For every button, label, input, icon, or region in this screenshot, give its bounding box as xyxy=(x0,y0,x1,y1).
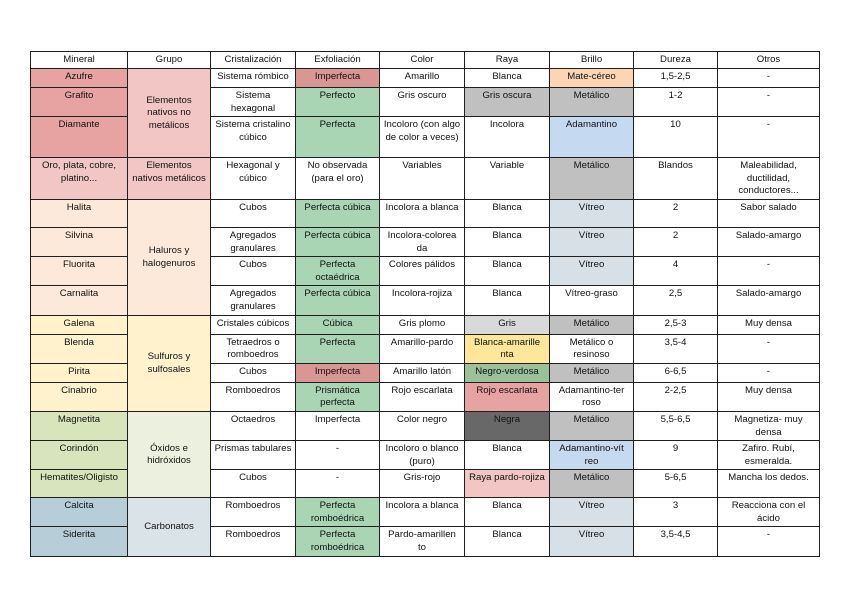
group-cell: Elementos nativos metálicos xyxy=(128,158,211,200)
cell-mineral: Corindón xyxy=(31,441,128,470)
cell-cristalizacion: Hexagonal y cúbico xyxy=(211,158,296,200)
group-cell: Haluros y halogenuros xyxy=(128,199,211,315)
group-cell: Sulfuros y sulfosales xyxy=(128,315,211,411)
cell-brillo: Metálico xyxy=(550,470,634,498)
cell-dureza: 2 xyxy=(634,199,718,227)
cell-exfoliacion: - xyxy=(296,470,380,498)
header-row xyxy=(31,52,820,69)
cell-dureza: 5-6,5 xyxy=(634,470,718,498)
table-row xyxy=(31,411,820,440)
cell-raya: Variable xyxy=(465,158,550,200)
cell-mineral: Calcita xyxy=(31,498,128,527)
cell-otros: Muy densa xyxy=(718,382,820,411)
cell-brillo: Mate-céreo xyxy=(550,69,634,88)
cell-dureza: 9 xyxy=(634,441,718,470)
cell-mineral: Siderita xyxy=(31,527,128,556)
cell-brillo: Vítreo xyxy=(550,498,634,527)
cell-otros: - xyxy=(718,334,820,363)
cell-color: Incolora a blanca xyxy=(380,498,465,527)
cell-otros: - xyxy=(718,257,820,286)
cell-raya: Rojo escarlata xyxy=(465,382,550,411)
cell-color: Incolora a blanca xyxy=(380,199,465,227)
cell-exfoliacion: Perfecto xyxy=(296,88,380,117)
cell-mineral: Magnetita xyxy=(31,411,128,440)
cell-cristalizacion: Sistema rómbico xyxy=(211,69,296,88)
header-raya: Raya xyxy=(465,52,550,69)
cell-color: Amarillo-pardo xyxy=(380,334,465,363)
cell-cristalizacion: Agregados granulares xyxy=(211,227,296,256)
cell-dureza: 1-2 xyxy=(634,88,718,117)
cell-cristalizacion: Cubos xyxy=(211,199,296,227)
cell-raya: Negra xyxy=(465,411,550,440)
table-row xyxy=(31,498,820,527)
header-otros: Otros xyxy=(718,52,820,69)
cell-color: Amarillo xyxy=(380,69,465,88)
cell-mineral: Oro, plata, cobre, platino... xyxy=(31,158,128,200)
cell-brillo: Vítreo-graso xyxy=(550,286,634,315)
table-row xyxy=(31,199,820,227)
cell-dureza: 10 xyxy=(634,117,718,158)
cell-brillo: Adamantino-vít reo xyxy=(550,441,634,470)
cell-mineral: Cinabrio xyxy=(31,382,128,411)
cell-cristalizacion: Sistema cristalino cúbico xyxy=(211,117,296,158)
cell-color: Color negro xyxy=(380,411,465,440)
cell-dureza: 3,5-4,5 xyxy=(634,527,718,556)
cell-color: Incoloro (con algo de color a veces) xyxy=(380,117,465,158)
cell-color: Gris oscuro xyxy=(380,88,465,117)
cell-exfoliacion: No observada (para el oro) xyxy=(296,158,380,200)
table-row xyxy=(31,158,820,200)
cell-color: Amarillo latón xyxy=(380,363,465,382)
cell-cristalizacion: Cubos xyxy=(211,257,296,286)
cell-brillo: Metálico o resinoso xyxy=(550,334,634,363)
cell-brillo: Metálico xyxy=(550,315,634,334)
cell-otros: - xyxy=(718,363,820,382)
cell-cristalizacion: Tetraedros o romboedros xyxy=(211,334,296,363)
header-brillo: Brillo xyxy=(550,52,634,69)
cell-raya: Blanca xyxy=(465,527,550,556)
cell-color: Gris-rojo xyxy=(380,470,465,498)
cell-color: Pardo-amarillen to xyxy=(380,527,465,556)
cell-cristalizacion: Romboedros xyxy=(211,498,296,527)
cell-exfoliacion: Perfecta xyxy=(296,117,380,158)
cell-exfoliacion: Perfecta cúbica xyxy=(296,227,380,256)
cell-raya: Negro-verdosa xyxy=(465,363,550,382)
table-row xyxy=(31,315,820,334)
cell-exfoliacion: Perfecta romboédrica xyxy=(296,498,380,527)
cell-dureza: 2 xyxy=(634,227,718,256)
cell-brillo: Vítreo xyxy=(550,257,634,286)
cell-otros: Maleabilidad, ductilidad, conductores... xyxy=(718,158,820,200)
group-cell: Óxidos e hidróxidos xyxy=(128,411,211,497)
cell-brillo: Metálico xyxy=(550,158,634,200)
cell-dureza: 1,5-2,5 xyxy=(634,69,718,88)
cell-mineral: Diamante xyxy=(31,117,128,158)
cell-brillo: Adamantino-ter roso xyxy=(550,382,634,411)
cell-raya: Blanca xyxy=(465,257,550,286)
cell-otros: Salado-amargo xyxy=(718,227,820,256)
cell-mineral: Grafito xyxy=(31,88,128,117)
cell-dureza: 2,5 xyxy=(634,286,718,315)
cell-mineral: Hematites/Oligisto xyxy=(31,470,128,498)
cell-otros: - xyxy=(718,527,820,556)
cell-color: Colores pálidos xyxy=(380,257,465,286)
group-cell: Carbonatos xyxy=(128,498,211,556)
cell-exfoliacion: Perfecta romboédrica xyxy=(296,527,380,556)
cell-cristalizacion: Cristales cúbicos xyxy=(211,315,296,334)
cell-raya: Blanca-amarille nta xyxy=(465,334,550,363)
cell-brillo: Vítreo xyxy=(550,527,634,556)
minerals-table xyxy=(30,51,820,557)
cell-cristalizacion: Octaedros xyxy=(211,411,296,440)
cell-otros: - xyxy=(718,69,820,88)
cell-dureza: 3 xyxy=(634,498,718,527)
cell-otros: Zafiro. Rubí, esmeralda. xyxy=(718,441,820,470)
cell-mineral: Pirita xyxy=(31,363,128,382)
cell-mineral: Silvina xyxy=(31,227,128,256)
cell-mineral: Blenda xyxy=(31,334,128,363)
cell-mineral: Azufre xyxy=(31,69,128,88)
cell-mineral: Fluorita xyxy=(31,257,128,286)
cell-raya: Gris oscura xyxy=(465,88,550,117)
cell-color: Incolora-colorea da xyxy=(380,227,465,256)
cell-otros: Salado-amargo xyxy=(718,286,820,315)
cell-brillo: Metálico xyxy=(550,363,634,382)
cell-dureza: 5,5-6,5 xyxy=(634,411,718,440)
cell-mineral: Galena xyxy=(31,315,128,334)
cell-cristalizacion: Prismas tabulares xyxy=(211,441,296,470)
cell-cristalizacion: Sistema hexagonal xyxy=(211,88,296,117)
cell-raya: Blanca xyxy=(465,227,550,256)
cell-otros: Mancha los dedos. xyxy=(718,470,820,498)
cell-raya: Incolora xyxy=(465,117,550,158)
cell-raya: Blanca xyxy=(465,498,550,527)
cell-exfoliacion: Imperfecta xyxy=(296,69,380,88)
cell-otros: Muy densa xyxy=(718,315,820,334)
cell-mineral: Halita xyxy=(31,199,128,227)
header-dureza: Dureza xyxy=(634,52,718,69)
header-exfoliacion: Exfoliación xyxy=(296,52,380,69)
cell-color: Gris plomo xyxy=(380,315,465,334)
table-row xyxy=(31,69,820,88)
cell-otros: - xyxy=(718,88,820,117)
cell-raya: Blanca xyxy=(465,286,550,315)
cell-cristalizacion: Romboedros xyxy=(211,527,296,556)
cell-exfoliacion: Prismática perfecta xyxy=(296,382,380,411)
header-cristalizacion: Cristalización xyxy=(211,52,296,69)
cell-color: Variables xyxy=(380,158,465,200)
cell-cristalizacion: Agregados granulares xyxy=(211,286,296,315)
cell-mineral: Carnalita xyxy=(31,286,128,315)
cell-dureza: Blandos xyxy=(634,158,718,200)
cell-dureza: 2,5-3 xyxy=(634,315,718,334)
cell-color: Rojo escarlata xyxy=(380,382,465,411)
cell-otros: Sabor salado xyxy=(718,199,820,227)
header-grupo: Grupo xyxy=(128,52,211,69)
cell-brillo: Metálico xyxy=(550,411,634,440)
cell-exfoliacion: Perfecta octaédrica xyxy=(296,257,380,286)
cell-dureza: 2-2,5 xyxy=(634,382,718,411)
cell-exfoliacion: Cúbica xyxy=(296,315,380,334)
cell-cristalizacion: Cubos xyxy=(211,363,296,382)
cell-exfoliacion: Imperfecta xyxy=(296,363,380,382)
cell-brillo: Vítreo xyxy=(550,227,634,256)
cell-dureza: 6-6,5 xyxy=(634,363,718,382)
cell-exfoliacion: Perfecta cúbica xyxy=(296,199,380,227)
cell-color: Incoloro o blanco (puro) xyxy=(380,441,465,470)
cell-cristalizacion: Cubos xyxy=(211,470,296,498)
cell-otros: Magnetiza- muy densa xyxy=(718,411,820,440)
cell-raya: Gris xyxy=(465,315,550,334)
cell-raya: Raya pardo-rojiza xyxy=(465,470,550,498)
cell-raya: Blanca xyxy=(465,69,550,88)
cell-brillo: Adamantino xyxy=(550,117,634,158)
cell-raya: Blanca xyxy=(465,441,550,470)
cell-color: Incolora-rojiza xyxy=(380,286,465,315)
header-color: Color xyxy=(380,52,465,69)
header-mineral: Mineral xyxy=(31,52,128,69)
cell-exfoliacion: Imperfecta xyxy=(296,411,380,440)
cell-exfoliacion: - xyxy=(296,441,380,470)
cell-brillo: Vítreo xyxy=(550,199,634,227)
cell-dureza: 4 xyxy=(634,257,718,286)
cell-exfoliacion: Perfecta xyxy=(296,334,380,363)
cell-cristalizacion: Romboedros xyxy=(211,382,296,411)
cell-exfoliacion: Perfecta cúbica xyxy=(296,286,380,315)
group-cell: Elementos nativos no metálicos xyxy=(128,69,211,158)
cell-otros: - xyxy=(718,117,820,158)
cell-brillo: Metálico xyxy=(550,88,634,117)
cell-dureza: 3,5-4 xyxy=(634,334,718,363)
cell-raya: Blanca xyxy=(465,199,550,227)
cell-otros: Reacciona con el ácido xyxy=(718,498,820,527)
